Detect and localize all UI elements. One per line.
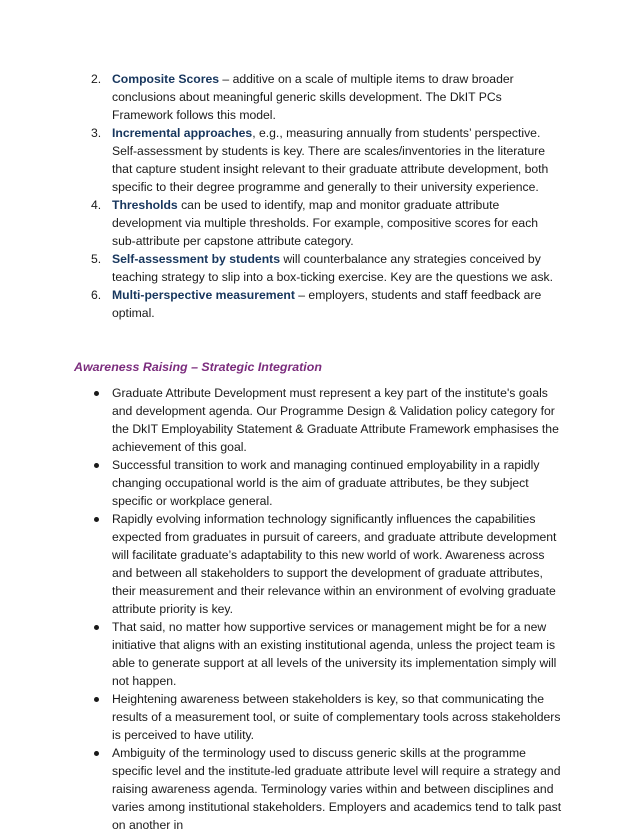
bullet-dot-icon bbox=[94, 463, 99, 468]
numbered-item bbox=[0, 70, 564, 124]
item-lead-term: Thresholds bbox=[112, 198, 178, 212]
section-heading: Awareness Raising – Strategic Integration bbox=[74, 360, 322, 374]
bullet-list bbox=[0, 384, 564, 834]
item-number: 2. bbox=[91, 72, 102, 86]
item-lead-term: Self-assessment by students bbox=[112, 252, 280, 266]
bullet-dot-icon bbox=[94, 391, 99, 396]
bullet-item bbox=[0, 618, 564, 690]
bullet-item bbox=[0, 384, 564, 456]
numbered-item bbox=[0, 196, 564, 250]
bullet-item bbox=[0, 744, 564, 834]
item-lead-term: Multi-perspective measurement bbox=[112, 288, 295, 302]
item-number: 4. bbox=[91, 198, 102, 212]
bullet-dot-icon bbox=[94, 751, 99, 756]
bullet-item bbox=[0, 510, 564, 618]
bullet-text: Ambiguity of the terminology used to discuss generic skills at the programme specific level and the institute-led graduate attribute level will require a strategy and raising awareness agenda. Terminology varies within and between disciplines and varies among institutional stakeholders. Employers and academics tend to talk past on another in bbox=[112, 746, 562, 832]
numbered-item bbox=[0, 124, 564, 196]
numbered-item bbox=[0, 286, 564, 322]
bullet-text: Heightening awareness between stakeholders is key, so that communicating the results of a measurement tool, or suite of complementary tools across stakeholders is perceived to have utility. bbox=[112, 692, 561, 742]
bullet-item bbox=[0, 690, 564, 744]
item-number: 6. bbox=[91, 288, 102, 302]
item-number: 3. bbox=[91, 126, 102, 140]
bullet-item bbox=[0, 456, 564, 510]
item-lead-term: Incremental approaches bbox=[112, 126, 253, 140]
item-text: will counterbalance any strategies conceived by teaching strategy to slip into a box-ticking exercise. Key are the questions we ask. bbox=[112, 252, 554, 284]
bullet-text: Rapidly evolving information technology significantly influences the capabilities expected from graduates in pursuit of careers, and graduate attribute development will facilitate graduate’s adaptability to this new world of work. Awareness across and between all stakeholders to support the development of graduate attributes, their measurement and their relevance within an environment of evolving graduate attribute priority is key. bbox=[112, 512, 557, 616]
bullet-text: That said, no matter how supportive services or management might be for a new initiative that aligns with an existing institutional agenda, unless the project team is able to generate support at all levels of the university its implementation simply will not happen. bbox=[112, 620, 557, 688]
bullet-dot-icon bbox=[94, 697, 99, 702]
numbered-item bbox=[0, 250, 564, 286]
item-text: , e.g., measuring annually from students’ perspective. Self-assessment by students is key. There are scales/inventories in the literature that capture student insight relevant to their graduate attribute development, both specific to their degree programme and generally to their university experience. bbox=[112, 126, 549, 194]
numbered-list bbox=[0, 70, 564, 322]
bullet-text: Successful transition to work and managing continued employability in a rapidly changing occupational world is the aim of graduate attributes, be they subject specific or workplace general. bbox=[112, 458, 540, 508]
item-text: – employers, students and staff feedback are optimal. bbox=[112, 288, 542, 320]
item-text: – additive on a scale of multiple items to draw broader conclusions about meaningful generic skills development. The DkIT PCs Framework follows this model. bbox=[112, 72, 514, 122]
bullet-text: Graduate Attribute Development must represent a key part of the institute's goals and development agenda. Our Programme Design & Validation policy category for the DkIT Employability Statement & Graduate Attribute Framework emphasises the achievement of this goal. bbox=[112, 386, 559, 454]
bullet-dot-icon bbox=[94, 517, 99, 522]
item-number: 5. bbox=[91, 252, 102, 266]
item-text: can be used to identify, map and monitor graduate attribute development via multiple thresholds. For example, compositive scores for each sub-attribute per capstone attribute category. bbox=[112, 198, 539, 248]
bullet-dot-icon bbox=[94, 625, 99, 630]
item-lead-term: Composite Scores bbox=[112, 72, 220, 86]
